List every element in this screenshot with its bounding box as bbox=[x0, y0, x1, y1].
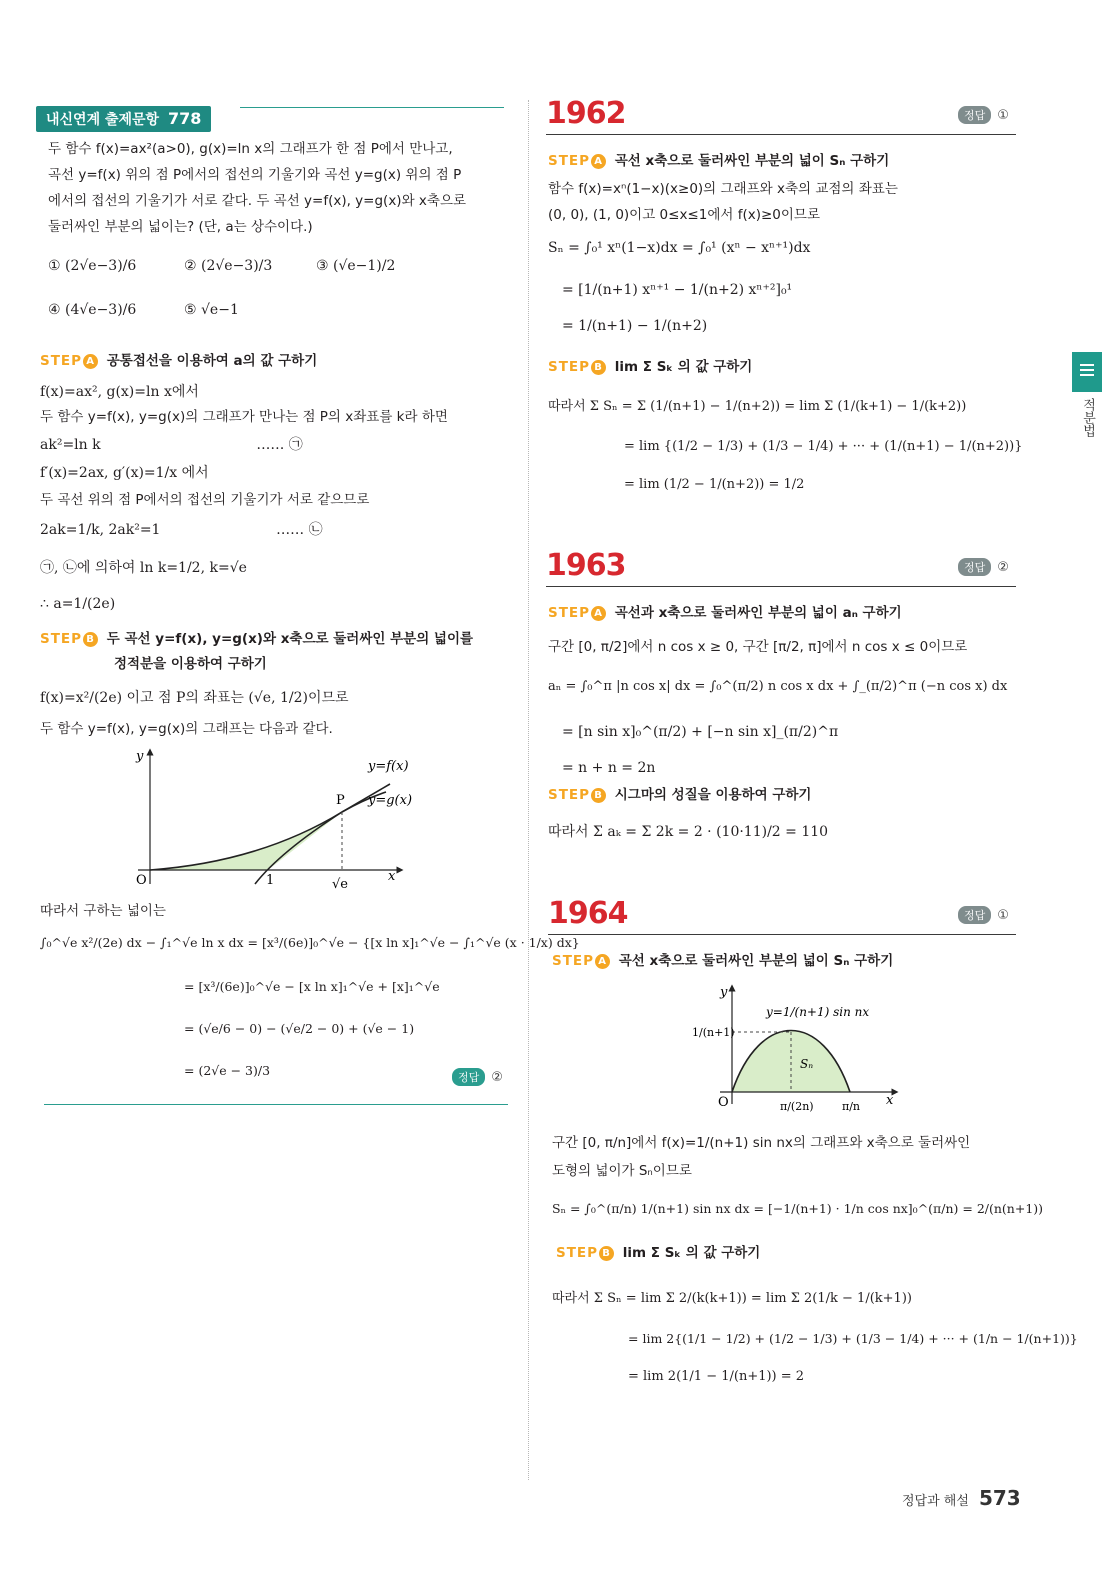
header-number: 778 bbox=[167, 109, 202, 128]
origin-label: O bbox=[136, 873, 147, 888]
solution-line: 두 함수 y=f(x), y=g(x)의 그래프가 만나는 점 P의 x좌표를 k라 하면 bbox=[40, 409, 448, 425]
page-footer bbox=[902, 1486, 1021, 1510]
step-b-heading bbox=[548, 788, 811, 804]
bottom-rule bbox=[44, 1104, 508, 1105]
footer-label: 정답과 해설 bbox=[902, 1494, 969, 1509]
step-title: 시그마의 성질을 이용하여 구하기 bbox=[614, 787, 812, 803]
solution-line: 도형의 넓이가 Sₙ이므로 bbox=[552, 1163, 692, 1179]
problem-rule bbox=[548, 934, 1016, 935]
y-tick: 1/(n+1) bbox=[692, 1026, 735, 1039]
step-tag: STEP bbox=[40, 353, 83, 369]
step-letter: B bbox=[591, 360, 606, 375]
step-tag: STEP bbox=[548, 787, 591, 803]
step-a-heading bbox=[552, 954, 893, 970]
step-b-heading bbox=[40, 632, 473, 648]
solution-line: Sₙ = ∫₀¹ xⁿ(1−x)dx = ∫₀¹ (xⁿ − xⁿ⁺¹)dx bbox=[548, 240, 811, 256]
label-g: y=g(x) bbox=[368, 793, 413, 808]
y-label: y bbox=[136, 749, 144, 764]
menu-icon bbox=[1080, 364, 1094, 379]
step-tag: STEP bbox=[40, 631, 83, 647]
step-b-heading bbox=[548, 360, 752, 376]
problem-rule bbox=[546, 134, 1016, 135]
step-a-heading bbox=[548, 606, 902, 622]
chapter-tab bbox=[1072, 352, 1102, 392]
solution-line: = n + n = 2n bbox=[562, 760, 656, 776]
area-eq: = (2√e − 3)/3 bbox=[184, 1063, 271, 1078]
solution-line: = [n sin x]₀^(π/2) + [−n sin x]_(π/2)^π bbox=[562, 724, 839, 740]
problem-header bbox=[36, 106, 211, 132]
solution-line: 함수 f(x)=xⁿ(1−x)(x≥0)의 그래프와 x축의 교점의 좌표는 bbox=[548, 181, 898, 197]
tick-1: 1 bbox=[266, 873, 275, 888]
choice-5: ⑤ √e−1 bbox=[184, 302, 239, 318]
solution-line: = 1/(n+1) − 1/(n+2) bbox=[562, 318, 708, 334]
x-tick-half: π/(2n) bbox=[780, 1100, 814, 1113]
area-label: Sₙ bbox=[800, 1057, 814, 1071]
solution-line: 따라서 Σ aₖ = Σ 2k = 2 · (10·11)/2 = 110 bbox=[548, 824, 829, 840]
question-line: 곡선 y=f(x) 위의 점 P에서의 접선의 기울기와 곡선 y=g(x) 위의 점 P bbox=[48, 167, 462, 183]
step-letter: A bbox=[595, 954, 610, 969]
step-tag: STEP bbox=[548, 359, 591, 375]
step-letter: A bbox=[83, 354, 98, 369]
question-line: 에서의 접선의 기울기가 서로 같다. 두 곡선 y=f(x), y=g(x)와 x축으로 bbox=[48, 193, 467, 209]
step-letter: B bbox=[83, 632, 98, 647]
curve-label: y=1/(n+1) sin nx bbox=[766, 1005, 870, 1019]
answer-box bbox=[958, 558, 1009, 576]
solution-line: f′(x)=2ax, g′(x)=1/x 에서 bbox=[40, 465, 209, 481]
solution-line: 두 곡선 위의 점 P에서의 접선의 기울기가 서로 같으므로 bbox=[40, 492, 370, 508]
question-line: 둘러싸인 부분의 넓이는? (단, a는 상수이다.) bbox=[48, 219, 313, 235]
area-eq: ∫₀^√e x²/(2e) dx − ∫₁^√e ln x dx = [x³/(6e)]₀^√e − {[x ln x]₁^√e − ∫₁^√e (x · 1/x) dx} bbox=[40, 935, 580, 950]
page-number: 573 bbox=[978, 1486, 1021, 1510]
step-tag: STEP bbox=[552, 953, 595, 969]
solution-line: 구간 [0, π/2]에서 n cos x ≥ 0, 구간 [π/2, π]에서 n cos x ≤ 0이므로 bbox=[548, 639, 968, 655]
answer-box bbox=[958, 906, 1009, 924]
step-tag: STEP bbox=[548, 605, 591, 621]
step-title: lim Σ Sₖ 의 값 구하기 bbox=[622, 1245, 761, 1261]
solution-line: = lim 2(1/1 − 1/(n+1)) = 2 bbox=[628, 1369, 805, 1384]
step-title: lim Σ Sₖ 의 값 구하기 bbox=[614, 359, 753, 375]
shaded-region bbox=[150, 812, 342, 870]
solution-line: Sₙ = ∫₀^(π/n) 1/(n+1) sin nx dx = [−1/(n+1) · 1/n cos nx]₀^(π/n) = 2/(n(n+1)) bbox=[552, 1201, 1044, 1216]
answer-value: ② bbox=[997, 560, 1009, 575]
chapter-label: 적분법 bbox=[1080, 398, 1095, 437]
step-b-heading bbox=[556, 1246, 760, 1262]
solution-line: aₙ = ∫₀^π |n cos x| dx = ∫₀^(π/2) n cos x dx + ∫_(π/2)^π (−n cos x) dx bbox=[548, 679, 1008, 694]
solution-line: 따라서 구하는 넓이는 bbox=[40, 903, 166, 919]
answer-value: ① bbox=[997, 108, 1009, 123]
solution-line: (0, 0), (1, 0)이고 0≤x≤1에서 f(x)≥0이므로 bbox=[548, 207, 821, 223]
header-rule bbox=[240, 107, 504, 108]
area-eq: = [x³/(6e)]₀^√e − [x ln x]₁^√e + [x]₁^√e bbox=[184, 979, 440, 994]
solution-line: f(x)=ax², g(x)=ln x에서 bbox=[40, 384, 199, 400]
step-tag: STEP bbox=[548, 153, 591, 169]
step-letter: A bbox=[591, 154, 606, 169]
step-title: 곡선과 x축으로 둘러싸인 부분의 넓이 aₙ 구하기 bbox=[614, 605, 902, 621]
x-label: x bbox=[388, 869, 396, 884]
graph-sin bbox=[690, 980, 910, 1130]
step-title: 두 곡선 y=f(x), y=g(x)와 x축으로 둘러싸인 부분의 넓이를 bbox=[106, 631, 474, 647]
step-a-heading bbox=[40, 354, 317, 370]
tick-sqrt-e: √e bbox=[332, 877, 348, 892]
step-b-heading-cont: 정적분을 이용하여 구하기 bbox=[114, 656, 267, 672]
step-title: 곡선 x축으로 둘러싸인 부분의 넓이 Sₙ 구하기 bbox=[614, 153, 890, 169]
problem-number: 1962 bbox=[546, 96, 626, 131]
answer-badge: 정답 bbox=[958, 106, 991, 124]
solution-line: = lim 2{(1/1 − 1/2) + (1/2 − 1/3) + (1/3 − 1/4) + ··· + (1/n − 1/(n+1))} bbox=[628, 1331, 1078, 1346]
answer-badge: 정답 bbox=[452, 1068, 485, 1086]
solution-line: = [1/(n+1) xⁿ⁺¹ − 1/(n+2) xⁿ⁺²]₀¹ bbox=[562, 282, 793, 298]
answer-value: ① bbox=[997, 908, 1009, 923]
origin-label: O bbox=[718, 1095, 729, 1110]
area-eq: = (√e/6 − 0) − (√e/2 − 0) + (√e − 1) bbox=[184, 1021, 415, 1036]
step-letter: A bbox=[591, 606, 606, 621]
problem-number: 1964 bbox=[548, 896, 628, 931]
problem-number: 1963 bbox=[546, 548, 626, 583]
solution-line: ㉠, ㉡에 의하여 ln k=1/2, k=√e bbox=[40, 560, 247, 576]
point-p: P bbox=[336, 793, 345, 808]
x-tick-end: π/n bbox=[842, 1100, 861, 1113]
step-title: 곡선 x축으로 둘러싸인 부분의 넓이 Sₙ 구하기 bbox=[618, 953, 894, 969]
column-divider bbox=[528, 100, 529, 1480]
answer-badge: 정답 bbox=[958, 558, 991, 576]
step-a-heading bbox=[548, 154, 889, 170]
solution-line: 따라서 Σ Sₙ = lim Σ 2/(k(k+1)) = lim Σ 2(1/k − 1/(k+1)) bbox=[552, 1291, 912, 1306]
solution-line: 따라서 Σ Sₙ = Σ (1/(n+1) − 1/(n+2)) = lim Σ (1/(k+1) − 1/(k+2)) bbox=[548, 399, 967, 414]
solution-line: 2ak=1/k, 2ak²=1 …… ㉡ bbox=[40, 522, 323, 538]
choice-4: ④ (4√e−3)/6 bbox=[48, 302, 137, 318]
x-label: x bbox=[886, 1093, 894, 1108]
choice-3: ③ (√e−1)/2 bbox=[316, 258, 396, 274]
solution-line: = lim {(1/2 − 1/3) + (1/3 − 1/4) + ··· + (1/(n+1) − 1/(n+2))} bbox=[624, 439, 1023, 454]
question-line: 두 함수 f(x)=ax²(a>0), g(x)=ln x의 그래프가 한 점 P에서 만나고, bbox=[48, 141, 453, 157]
y-label: y bbox=[720, 985, 728, 1000]
step-tag: STEP bbox=[556, 1245, 599, 1261]
solution-line: 구간 [0, π/n]에서 f(x)=1/(n+1) sin nx의 그래프와 x축으로 둘러싸인 bbox=[552, 1135, 971, 1151]
choice-2: ② (2√e−3)/3 bbox=[184, 258, 273, 274]
header-label: 내신연계 출제문항 bbox=[46, 112, 160, 128]
solution-line: f(x)=x²/(2e) 이고 점 P의 좌표는 (√e, 1/2)이므로 bbox=[40, 690, 349, 706]
problem-rule bbox=[546, 586, 1016, 587]
answer-badge: 정답 bbox=[958, 906, 991, 924]
choice-1: ① (2√e−3)/6 bbox=[48, 258, 137, 274]
solution-line: 두 함수 y=f(x), y=g(x)의 그래프는 다음과 같다. bbox=[40, 721, 333, 737]
answer-box bbox=[452, 1068, 503, 1086]
answer-box bbox=[958, 106, 1009, 124]
graph-fg bbox=[120, 744, 430, 894]
solution-line: ak²=ln k …… ㉠ bbox=[40, 437, 303, 453]
step-letter: B bbox=[599, 1246, 614, 1261]
solution-line: = lim (1/2 − 1/(n+2)) = 1/2 bbox=[624, 477, 805, 492]
step-letter: B bbox=[591, 788, 606, 803]
step-title: 공통접선을 이용하여 a의 값 구하기 bbox=[106, 353, 318, 369]
solution-line: ∴ a=1/(2e) bbox=[40, 596, 116, 612]
label-f: y=f(x) bbox=[368, 759, 409, 774]
answer-value: ② bbox=[491, 1070, 503, 1085]
